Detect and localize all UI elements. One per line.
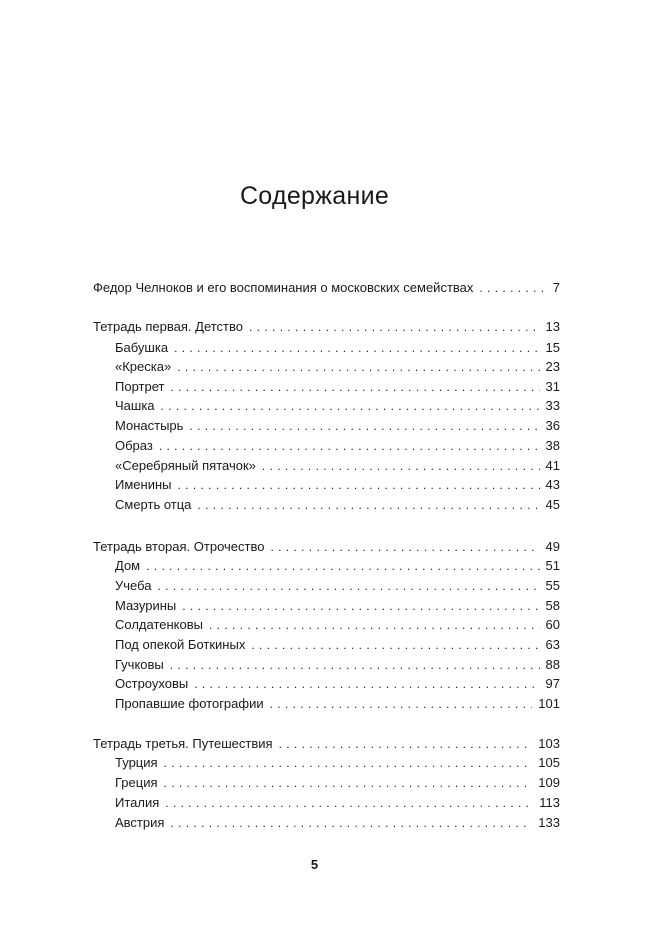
toc-item[interactable] — [115, 753, 560, 772]
dot-leader — [262, 457, 540, 476]
toc-item-page: 60 — [545, 617, 560, 632]
toc-item-label: Образ — [115, 438, 153, 453]
dot-leader — [158, 577, 540, 596]
toc-entry-label: Федор Челноков и его воспоминания о московских семействах — [93, 280, 474, 295]
toc-item-label: Портрет — [115, 379, 165, 394]
dot-leader — [479, 279, 546, 298]
toc-item[interactable] — [115, 576, 560, 595]
toc-item-page: 63 — [545, 637, 560, 652]
dot-leader — [159, 437, 540, 456]
toc-item[interactable] — [115, 377, 560, 396]
toc-item-label: Бабушка — [115, 340, 169, 355]
toc-item-label: Чашка — [115, 398, 155, 413]
toc-item-label: Гучковы — [115, 657, 164, 672]
toc-section-label: Тетрадь третья. Путешествия — [93, 736, 273, 751]
dot-leader — [165, 794, 533, 813]
toc-section-page: 49 — [545, 539, 560, 554]
toc-item[interactable] — [115, 596, 560, 615]
toc-item-page: 38 — [545, 438, 560, 453]
toc-section-label: Тетрадь вторая. Отрочество — [93, 539, 265, 554]
dot-leader — [251, 636, 539, 655]
toc-item-label: Учеба — [115, 578, 152, 593]
toc-item[interactable] — [115, 436, 560, 455]
dot-leader — [270, 538, 539, 557]
toc-item[interactable] — [115, 674, 560, 693]
toc-item-label: Пропавшие фотографии — [115, 696, 264, 711]
toc-item-page: 36 — [545, 418, 560, 433]
toc-item-page: 113 — [539, 795, 560, 810]
toc-item-page: 31 — [545, 379, 560, 394]
toc-item-page: 88 — [545, 657, 560, 672]
page-title: Содержание — [239, 182, 390, 210]
toc-item-page: 105 — [538, 755, 560, 770]
dot-leader — [279, 735, 533, 754]
toc-item-label: Именины — [115, 477, 172, 492]
dot-leader — [170, 378, 539, 397]
toc-item[interactable] — [115, 655, 560, 674]
toc-item-page: 101 — [538, 696, 560, 711]
toc-item-label: Греция — [115, 775, 158, 790]
toc-item-label: Под опекой Боткиных — [115, 637, 246, 652]
toc-item-page: 58 — [545, 598, 560, 613]
toc-section-3[interactable] — [93, 734, 560, 753]
dot-leader — [189, 417, 539, 436]
toc-item-page: 55 — [545, 578, 560, 593]
toc-item-label: Дом — [115, 558, 141, 573]
toc-section-2[interactable] — [93, 537, 560, 556]
toc-item-label: Турция — [115, 755, 158, 770]
toc-item-label: Мазурины — [115, 598, 177, 613]
toc-item[interactable] — [115, 635, 560, 654]
toc-entry-intro[interactable] — [93, 278, 560, 297]
toc-item-label: Солдатенковы — [115, 617, 203, 632]
toc-item-page: 41 — [545, 458, 560, 473]
dot-leader — [182, 597, 539, 616]
dot-leader — [197, 496, 539, 515]
toc-item[interactable] — [115, 615, 560, 634]
toc-item[interactable] — [115, 773, 560, 792]
toc-item[interactable] — [115, 456, 560, 475]
toc-section-1[interactable] — [93, 317, 560, 336]
toc-section-page: 103 — [538, 736, 560, 751]
toc-item[interactable] — [115, 556, 560, 575]
toc-entry-page: 7 — [552, 280, 560, 295]
toc-item-page: 43 — [545, 477, 560, 492]
toc-item-page: 109 — [538, 775, 560, 790]
toc-item-page: 97 — [545, 676, 560, 691]
dot-leader — [194, 675, 539, 694]
toc-item-label: Смерть отца — [115, 497, 192, 512]
dot-leader — [164, 774, 533, 793]
toc-item-page: 23 — [545, 359, 560, 374]
dot-leader — [164, 754, 533, 773]
toc-item[interactable] — [115, 475, 560, 494]
toc-item-page: 133 — [538, 815, 560, 830]
toc-item-label: «Серебряный пятачок» — [115, 458, 256, 473]
toc-item-page: 51 — [545, 558, 560, 573]
dot-leader — [177, 476, 539, 495]
dot-leader — [249, 318, 540, 337]
dot-leader — [170, 656, 540, 675]
dot-leader — [161, 397, 540, 416]
dot-leader — [209, 616, 540, 635]
dot-leader — [177, 358, 539, 377]
toc-item[interactable] — [115, 357, 560, 376]
dot-leader — [146, 557, 539, 576]
toc-item-label: «Креска» — [115, 359, 172, 374]
toc-item[interactable] — [115, 396, 560, 415]
toc-item-page: 33 — [545, 398, 560, 413]
toc-item-page: 45 — [545, 497, 560, 512]
toc-section-label: Тетрадь первая. Детство — [93, 319, 244, 334]
dot-leader — [170, 814, 532, 833]
toc-item[interactable] — [115, 495, 560, 514]
toc-item[interactable] — [115, 793, 560, 812]
toc-item-label: Монастырь — [115, 418, 184, 433]
toc-item[interactable] — [115, 694, 560, 713]
toc-item-label: Остроуховы — [115, 676, 189, 691]
toc-section-page: 13 — [545, 319, 560, 334]
toc-item[interactable] — [115, 416, 560, 435]
toc-item[interactable] — [115, 813, 560, 832]
dot-leader — [174, 339, 539, 358]
toc-item-page: 15 — [545, 340, 560, 355]
toc-item-label: Италия — [115, 795, 160, 810]
toc-item-label: Австрия — [115, 815, 165, 830]
page-number: 5 — [310, 857, 319, 872]
dot-leader — [270, 695, 533, 714]
toc-item[interactable] — [115, 338, 560, 357]
